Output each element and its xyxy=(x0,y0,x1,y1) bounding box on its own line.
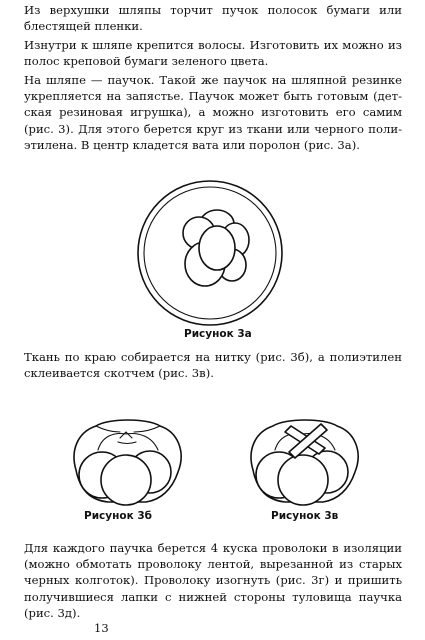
caption-figure-3a: Рисунок 3а xyxy=(184,328,252,340)
paragraph-intro: Из верхушки шляпы торчит пучок полосок бумаги или блестящей пленки. xyxy=(24,3,402,34)
paragraph-spider: На шляпе — паучок. Такой же паучок на шляпной резинке укрепляется на запястье. Паучок может быть готовым (детская резиновая игрушка), а можно изготовить его самим (рис. 3). Для этого берется круг из ткани или черного полиэтилена. В центр кладется вата или поролон (рис. 3а). xyxy=(24,73,402,152)
stuffing-lumps xyxy=(183,210,249,286)
page-number: 13 xyxy=(94,621,109,635)
figure-3b-drawing xyxy=(68,410,186,510)
body-lump-center xyxy=(278,455,328,505)
caption-figure-3b: Рисунок 3б xyxy=(84,510,153,522)
paragraph-legs: Для каждого паучка берется 4 куска проволоки в изоляции (можно обмотать проволоку лентой, вырезанной из старых черных колготок). Проволоку изогнуть (рис. 3г) и пришить получившиеся лапки с нижней стороны туловища паучка (рис. 3д). xyxy=(24,541,402,620)
paragraph-gather: Ткань по краю собирается на нитку (рис. 3б), а полиэтилен склеивается скотчем (рис. 3в). xyxy=(24,350,402,381)
figure-3a-drawing xyxy=(135,178,285,328)
caption-figure-3v: Рисунок 3в xyxy=(271,510,339,522)
paragraph-hair: Изнутри к шляпе крепится волосы. Изготовить их можно из полос креповой бумаги зеленого цвета. xyxy=(24,38,402,69)
body-lump-center xyxy=(101,455,151,505)
figure-3v-drawing xyxy=(245,410,363,510)
